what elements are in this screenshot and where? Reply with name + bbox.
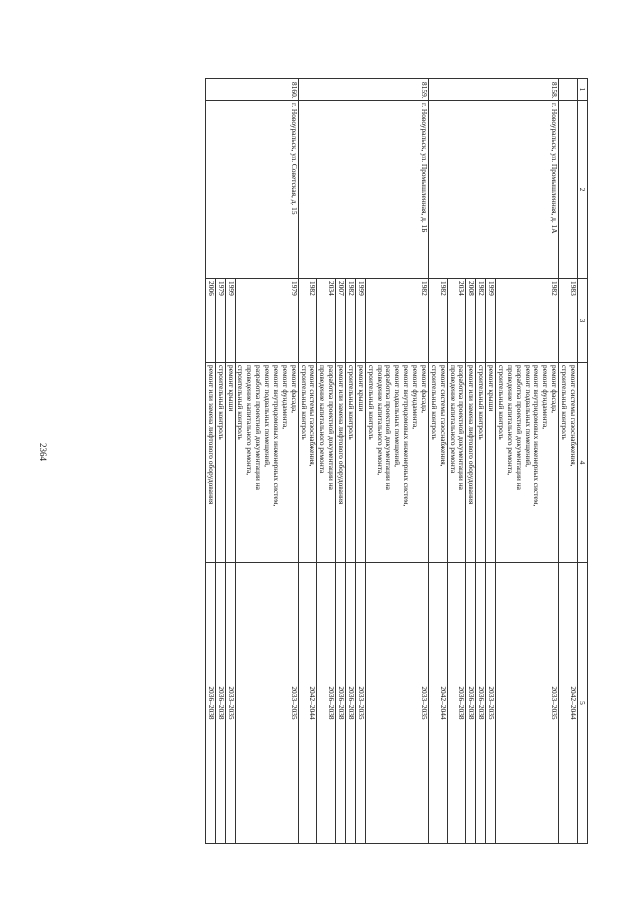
address-cell (559, 101, 578, 279)
work-line: ремонт системы газоснабжения, (438, 365, 448, 467)
row-number: 8159. (298, 79, 428, 101)
period-cell: 2036–2038 (476, 563, 486, 844)
work-line: ремонт фасада, (550, 365, 560, 413)
rotated-page (88, 78, 588, 843)
period-cell: 2036–2038 (206, 563, 216, 844)
period-cell: 2036–2038 (447, 563, 466, 844)
row-number: 8158. (429, 79, 559, 101)
period-cell: 2042–2044 (429, 563, 448, 844)
year-cell: 2034 (447, 279, 466, 363)
work-cell (429, 363, 448, 563)
period-cell: 2042–2044 (559, 563, 578, 844)
work-cell (559, 363, 578, 563)
work-line: ремонт фундамента, (541, 365, 551, 430)
work-cell (298, 363, 317, 563)
work-line: ремонт внутридомовых инженерных систем, (272, 365, 281, 507)
year-cell: 2007 (336, 279, 346, 363)
work-line: ремонт фасада, (420, 365, 429, 413)
table-row (365, 79, 428, 844)
address-cell: г. Новоуральск, ул. Советская, д. 15 (206, 101, 299, 279)
year-cell: 1982 (365, 279, 428, 363)
column-header: 4 (578, 363, 588, 563)
year-cell: 1979 (215, 279, 225, 363)
work-line: ремонт системы газоснабжения, (569, 365, 578, 467)
year-cell: 2034 (317, 279, 336, 363)
work-line: разработка проектной документации на (514, 365, 524, 490)
work-cell (215, 363, 225, 563)
year-cell: 1979 (235, 279, 298, 363)
work-cell (365, 363, 428, 563)
work-line: ремонт фасада, (289, 365, 299, 413)
work-line: строительный контроль (216, 365, 226, 440)
work-cell (346, 363, 356, 563)
year-cell: 1999 (486, 279, 496, 363)
work-cell (486, 363, 496, 563)
year-cell: 1983 (559, 279, 578, 363)
period-cell: 2033–2035 (225, 563, 235, 844)
work-line: строительный контроль (299, 365, 309, 440)
work-cell (225, 363, 235, 563)
work-line: проведение капитального ремонта, (375, 365, 385, 476)
year-cell: 2008 (466, 279, 476, 363)
table-row (235, 79, 298, 844)
work-line: проведение капитального ремонта, (245, 365, 255, 476)
period-cell: 2036–2038 (215, 563, 225, 844)
work-line: разработка проектной документации на (254, 365, 264, 490)
work-line: строительный контроль (236, 365, 246, 440)
work-cell (336, 363, 346, 563)
year-cell: 1999 (356, 279, 366, 363)
work-line: разработка проектной документации на (384, 365, 394, 490)
work-line: ремонт крыши (356, 365, 366, 412)
column-header: 2 (578, 101, 588, 279)
year-cell: 1982 (496, 279, 559, 363)
work-cell (206, 363, 216, 563)
work-cell (466, 363, 476, 563)
year-cell: 1999 (225, 279, 235, 363)
work-line: проведение капитального ремонта (448, 365, 458, 474)
period-cell: 2036–2038 (317, 563, 336, 844)
work-line: ремонт внутридомовых инженерных систем, (532, 365, 542, 507)
year-cell: 1982 (429, 279, 448, 363)
row-number: 8160. (206, 79, 299, 101)
period-cell: 2033–2035 (496, 563, 559, 844)
year-cell: 1982 (476, 279, 486, 363)
page-number: 2364 (38, 443, 48, 461)
work-line: ремонт внутридомовых инженерных систем, (402, 365, 412, 507)
work-line: строительный контроль (347, 365, 356, 440)
column-header: 3 (578, 279, 588, 363)
period-cell: 2033–2035 (235, 563, 298, 844)
column-header: 1 (578, 79, 588, 101)
work-line: ремонт подвальных помещений, (393, 365, 403, 467)
work-line: проведение капитального ремонта, (505, 365, 515, 476)
period-cell: 2036–2038 (336, 563, 346, 844)
work-line: ремонт или замена лифтового оборудования (467, 365, 477, 505)
work-line: ремонт фундамента, (280, 365, 290, 430)
address-cell: г. Новоуральск, ул. Промышленная, д. 1А (429, 101, 559, 279)
year-cell: 1982 (346, 279, 356, 363)
period-cell: 2033–2035 (486, 563, 496, 844)
work-cell (447, 363, 466, 563)
table-row (559, 79, 578, 844)
period-cell: 2033–2035 (365, 563, 428, 844)
column-header: 5 (578, 563, 588, 844)
header-row (578, 79, 588, 844)
work-line: ремонт или замена лифтового оборудования (206, 365, 216, 505)
period-cell: 2033–2035 (356, 563, 366, 844)
address-cell: г. Новоуральск, ул. Промышленная, д. 1Б (298, 101, 428, 279)
period-cell: 2036–2038 (346, 563, 356, 844)
row-number (559, 79, 578, 101)
year-cell: 1982 (298, 279, 317, 363)
work-line: проведение капитального ремонта (318, 365, 328, 474)
year-cell: 2006 (206, 279, 216, 363)
work-cell (356, 363, 366, 563)
work-line: разработка проектной документации на (457, 365, 467, 490)
work-line: строительный контроль (477, 365, 487, 440)
work-line: ремонт фундамента, (411, 365, 421, 430)
work-cell (496, 363, 559, 563)
work-cell (317, 363, 336, 563)
work-line: строительный контроль (429, 365, 439, 440)
work-line: строительный контроль (560, 365, 570, 440)
repair-schedule-table (205, 78, 588, 844)
work-cell (235, 363, 298, 563)
work-line: ремонт или замена лифтового оборудования (337, 365, 347, 505)
work-line: ремонт системы газоснабжения, (308, 365, 318, 467)
work-cell (476, 363, 486, 563)
period-cell: 2036–2038 (466, 563, 476, 844)
work-line: строительный контроль (366, 365, 376, 440)
work-line: ремонт крыши (226, 365, 236, 412)
work-line: ремонт подвальных помещений, (263, 365, 273, 467)
table-row (496, 79, 559, 844)
work-line: ремонт подвальных помещений, (523, 365, 533, 467)
period-cell: 2042–2044 (298, 563, 317, 844)
work-line: ремонт крыши (487, 365, 497, 412)
work-line: строительный контроль (497, 365, 506, 440)
work-line: разработка проектной документации на (327, 365, 337, 490)
